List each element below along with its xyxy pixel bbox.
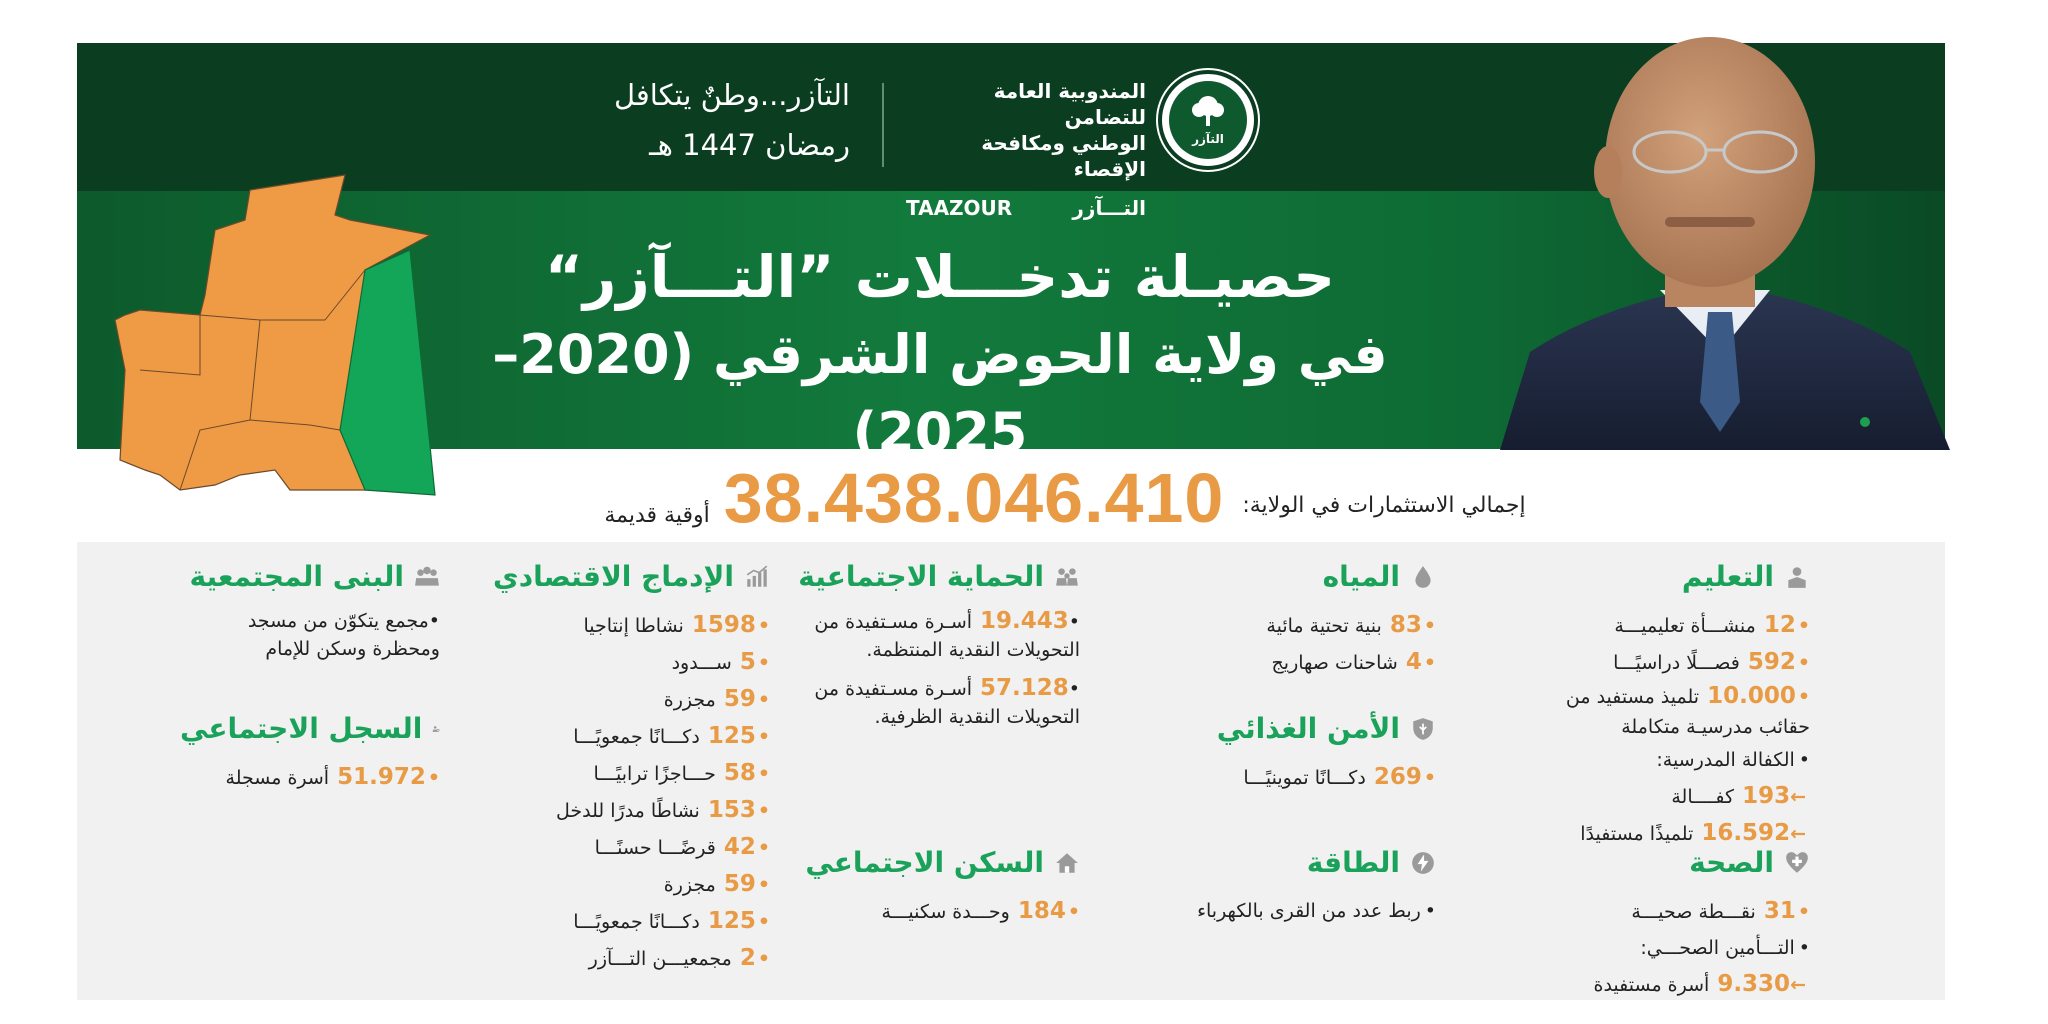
list-item: •125دكـــانًا جمعويًـــا: [573, 723, 770, 749]
list-item: •التـــأمين الصحـــي:: [1640, 937, 1810, 959]
list-item: •4شاحنات صهاريج: [1271, 649, 1436, 675]
org-line-1: المندوبية العامة للتضامن: [993, 79, 1146, 129]
list-item: •51.972أسرة مسجلة: [225, 764, 440, 790]
header-divider: [882, 83, 884, 167]
list-item: •مجمع يتكوّن من مسجد ومحظرة وسكن للإمام: [247, 610, 440, 660]
student-icon: [1784, 564, 1810, 590]
list-item: •ربط عدد من القرى بالكهرباء: [1197, 900, 1436, 922]
mauritania-map: [110, 170, 450, 510]
total-value: 38.438.046.410: [723, 459, 1225, 537]
section-title: الحماية الاجتماعية: [798, 560, 1044, 593]
taazour-logo: [1158, 70, 1258, 170]
section-title: السكن الاجتماعي: [805, 846, 1044, 879]
section-title: السجل الاجتماعي: [180, 712, 423, 745]
section-header: [1480, 560, 1810, 593]
list-item: •57.128أسـرة مسـتفيدة من التحويلات النقدية الظرفية.: [814, 675, 1080, 728]
tree-icon: [1188, 94, 1228, 130]
community-icon: [414, 564, 440, 590]
section-water: [1136, 560, 1436, 681]
section-housing: [780, 846, 1080, 930]
list-item: •2مجمعيـــن التـــآزر: [588, 945, 770, 971]
list-item: •58حـــاجزًا ترابيًـــا: [593, 760, 770, 786]
section-social-protection: [780, 560, 1080, 731]
section-header: [490, 560, 770, 593]
org-brand-latin: TAAZOUR: [906, 196, 1013, 220]
headline-line-2: في ولاية الحوض الشرقي (2020–2025): [492, 323, 1388, 464]
slogan-line-1: التآزر...وطنٌ يتكافل: [613, 78, 850, 112]
section-header: [780, 560, 1080, 593]
list-item: •الكفالة المدرسية:: [1656, 749, 1810, 771]
section-social-registry: [180, 712, 440, 796]
section-title: الطاقة: [1306, 846, 1400, 879]
total-investment: [600, 452, 1530, 538]
section-header: [180, 560, 440, 593]
list-item: •59مجزرة: [663, 686, 770, 712]
total-unit: أوقية قديمة: [604, 503, 710, 528]
list-item: •125دكـــانًا جمعويًـــا: [573, 908, 770, 934]
org-brand: [906, 196, 1146, 220]
section-title: الصحة: [1689, 846, 1774, 879]
section-title: البنى المجتمعية: [189, 560, 404, 593]
growth-chart-icon: [744, 564, 770, 590]
list-item: •83بنية تحتية مائية: [1266, 612, 1436, 638]
headline: [470, 238, 1410, 472]
list-item: •10.000تلميذ مستفيد من حقائب مدرسيـة متكاملة: [1565, 683, 1810, 738]
list-item: •153نشاطًا مدرًا للدخل: [556, 797, 770, 823]
headline-line-1: حصيـلة تدخـــلات ”التـــآزر“: [544, 243, 1336, 311]
portrait-image: [1470, 22, 1950, 450]
section-community-structures: [180, 560, 440, 663]
slogan: [490, 78, 850, 178]
health-icon: [1784, 850, 1810, 876]
section-health: [1480, 846, 1810, 1003]
list-item: •42قرضًـــا حسنًـــا: [594, 834, 770, 860]
section-title: المياه: [1322, 560, 1400, 593]
water-drop-icon: [1410, 564, 1436, 590]
shield-icon: [1410, 716, 1436, 742]
list-item: •31نقـــطة صحيـــة: [1631, 898, 1810, 924]
list-item: •19.443أسـرة مسـتفيدة من التحويلات النقدية المنتظمة.: [814, 608, 1080, 661]
section-header: [1136, 846, 1436, 879]
section-header: [1480, 846, 1810, 879]
list-item: ←193كفــــالة: [1671, 783, 1806, 809]
list-item: ←16.592تلميذًا مستفيدًا: [1580, 820, 1806, 846]
section-header: [780, 846, 1080, 879]
house-icon: [1054, 850, 1080, 876]
list-item: •59مجزرة: [663, 871, 770, 897]
section-title: التعليم: [1681, 560, 1774, 593]
section-header: [1136, 712, 1436, 745]
list-item: •184وحـــدة سكنيـــة: [881, 898, 1080, 924]
add-user-icon: [432, 716, 440, 742]
list-item: ←9.330أسرة مستفيدة: [1593, 971, 1806, 997]
section-title: الأمن الغذائي: [1216, 712, 1400, 745]
slogan-line-2: رمضان 1447 هـ: [649, 128, 850, 162]
section-education: [1480, 560, 1810, 852]
logo-emblem: [1169, 81, 1247, 159]
family-icon: [1054, 564, 1080, 590]
section-food-security: [1136, 712, 1436, 796]
organization-name: [906, 78, 1146, 220]
org-brand-arabic: التـــآزر: [1072, 196, 1146, 220]
list-item: •592فصـــلًا دراسيًـــا: [1613, 649, 1810, 675]
logo-label: التآزر: [1192, 132, 1224, 146]
list-item: •5ســـدود: [671, 649, 770, 675]
section-title: الإدماج الاقتصادي: [493, 560, 734, 593]
section-economic-integration: [490, 560, 770, 977]
section-energy: [1136, 846, 1436, 929]
list-item: •1598نشاطا إنتاجيا: [583, 612, 770, 638]
section-header: [1136, 560, 1436, 593]
total-label: إجمالي الاستثمارات في الولاية:: [1242, 493, 1526, 518]
list-item: •269دكـــانًا تموينيًـــا: [1243, 764, 1436, 790]
list-item: •12منشـــأة تعليميـــة: [1614, 612, 1810, 638]
org-line-2: الوطني ومكافحة الإقصاء: [981, 131, 1146, 181]
energy-icon: [1410, 850, 1436, 876]
section-header: [180, 712, 440, 745]
